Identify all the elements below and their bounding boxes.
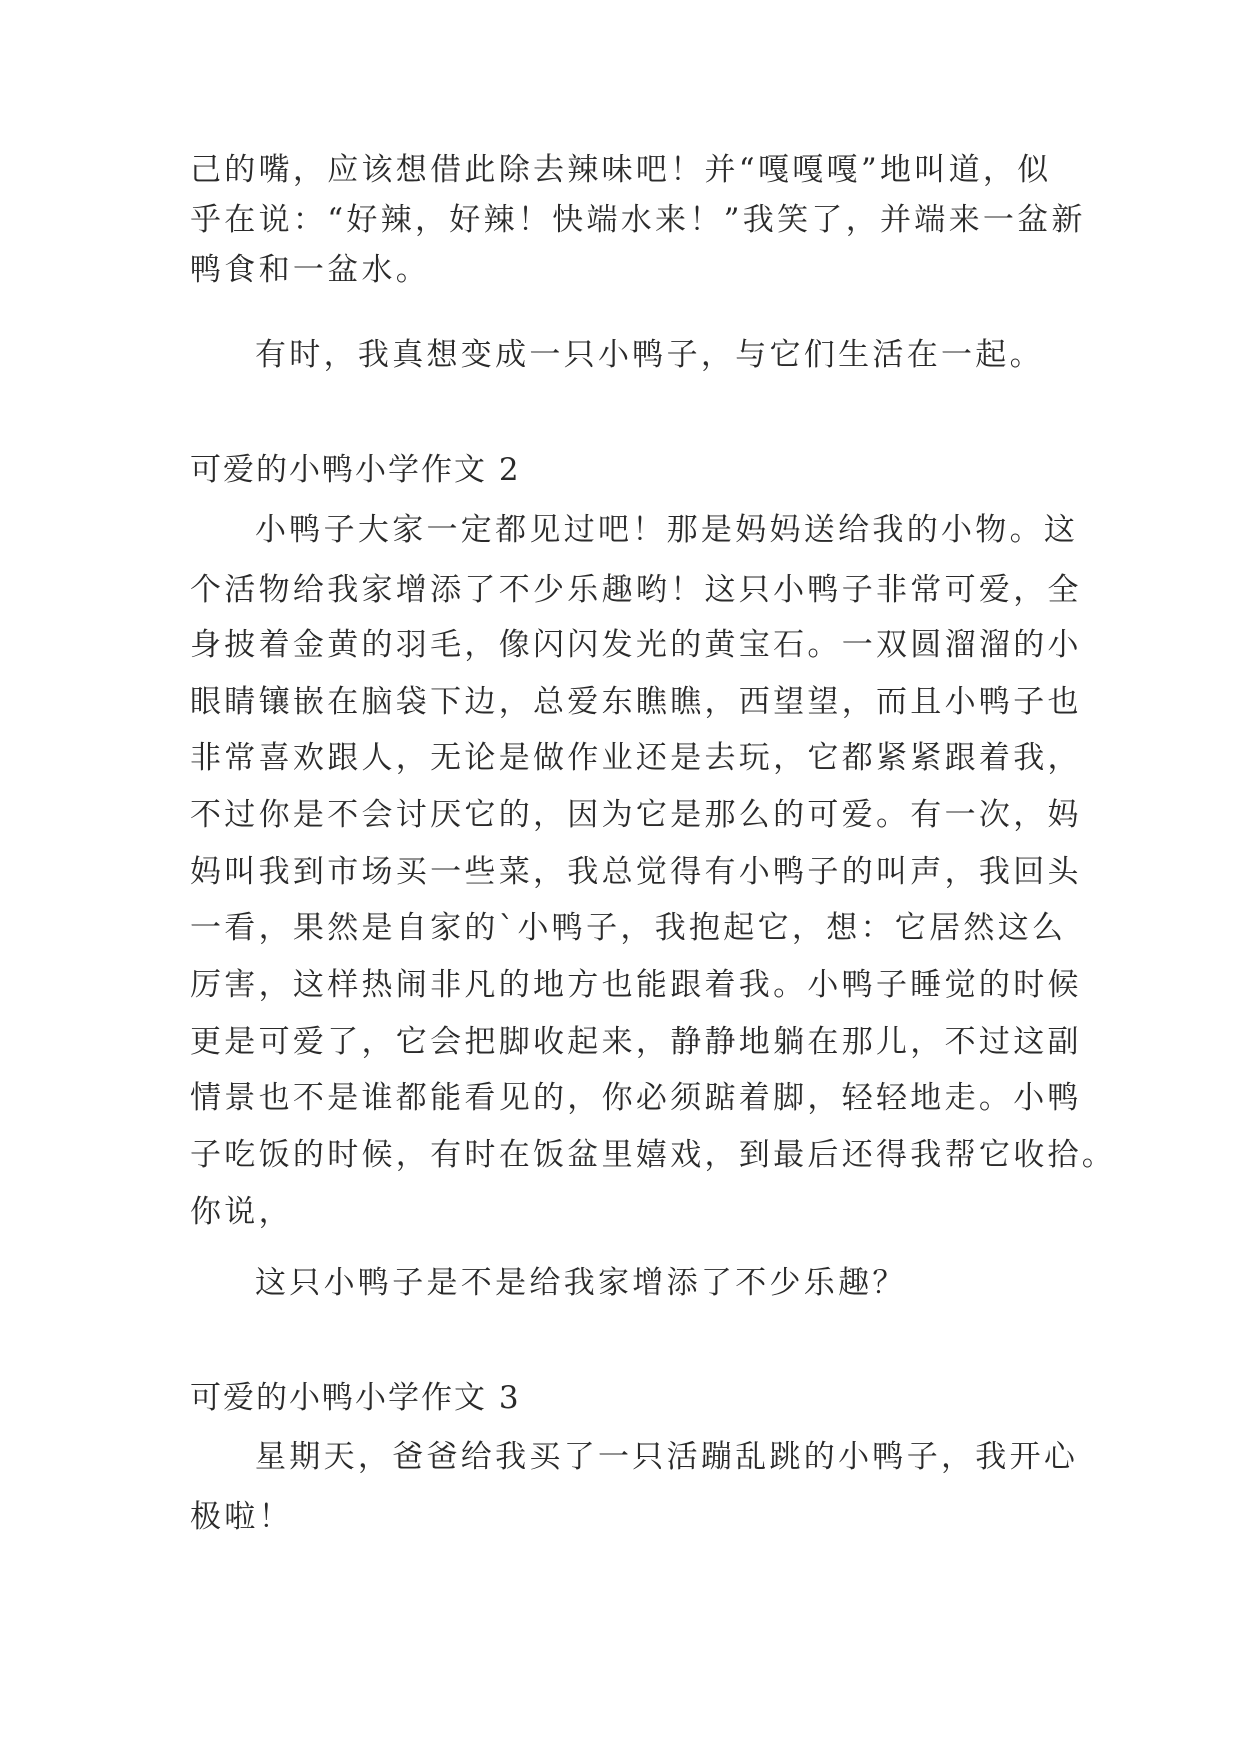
paragraph-line: 妈叫我到市场买一些菜，我总觉得有小鸭子的叫声，我回头 — [190, 854, 1082, 890]
paragraph-line: 非常喜欢跟人，无论是做作业还是去玩，它都紧紧跟着我， — [190, 740, 1082, 776]
paragraph-line: 乎在说：“好辣，好辣！快端水来！”我笑了，并端来一盆新 — [190, 202, 1086, 238]
section-title: 可爱的小鸭小学作文 2 — [190, 452, 521, 488]
paragraph-line: 鸭食和一盆水。 — [190, 252, 431, 288]
paragraph-line: 子吃饭的时候，有时在饭盆里嬉戏，到最后还得我帮它收拾。 — [190, 1137, 1117, 1173]
paragraph-line: 极啦！ — [190, 1499, 293, 1535]
paragraph-line: 你说， — [190, 1194, 293, 1230]
section-title: 可爱的小鸭小学作文 3 — [190, 1380, 521, 1416]
paragraph-line: 这只小鸭子是不是给我家增添了不少乐趣？ — [255, 1265, 907, 1301]
paragraph-line: 情景也不是谁都能看见的，你必须踮着脚，轻轻地走。小鸭 — [190, 1080, 1082, 1116]
paragraph-line: 眼睛镶嵌在脑袋下边，总爱东瞧瞧，西望望，而且小鸭子也 — [190, 684, 1082, 720]
paragraph-line: 厉害，这样热闹非凡的地方也能跟着我。小鸭子睡觉的时候 — [190, 967, 1082, 1003]
paragraph-line: 不过你是不会讨厌它的，因为它是那么的可爱。有一次，妈 — [190, 797, 1082, 833]
paragraph-line: 身披着金黄的羽毛，像闪闪发光的黄宝石。一双圆溜溜的小 — [190, 627, 1082, 663]
paragraph-line: 小鸭子大家一定都见过吧！那是妈妈送给我的小物。这 — [255, 512, 1079, 548]
paragraph-line: 星期天，爸爸给我买了一只活蹦乱跳的小鸭子，我开心 — [255, 1439, 1079, 1475]
paragraph-line: 一看，果然是自家的`小鸭子，我抱起它，想：它居然这么 — [190, 910, 1067, 946]
paragraph-line: 更是可爱了，它会把脚收起来，静静地躺在那儿，不过这副 — [190, 1024, 1082, 1060]
paragraph-line: 己的嘴，应该想借此除去辣味吧！并“嘎嘎嘎”地叫道，似 — [190, 152, 1052, 188]
paragraph-line: 个活物给我家增添了不少乐趣哟！这只小鸭子非常可爱，全 — [190, 572, 1082, 608]
paragraph-line: 有时，我真想变成一只小鸭子，与它们生活在一起。 — [255, 337, 1044, 373]
